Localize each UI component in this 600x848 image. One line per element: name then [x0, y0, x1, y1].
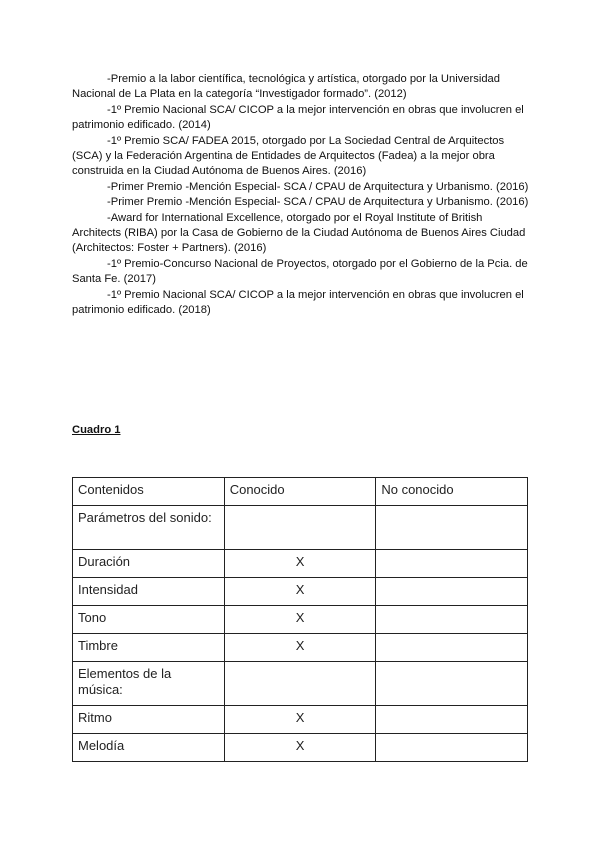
header-cell: No conocido: [376, 478, 528, 506]
table-cell: X: [224, 634, 376, 662]
table-cell: Ritmo: [73, 706, 225, 734]
table-row: [73, 734, 528, 762]
table-header-row: [73, 478, 528, 506]
award-item: -Premio a la labor científica, tecnológica y artística, otorgado por la Universidad Nacional de La Plata en la categoría “Investigador formado”. (2012): [72, 73, 500, 101]
table-cell: [376, 634, 528, 662]
table-cell: [376, 506, 528, 550]
table-cell: [224, 662, 376, 706]
table-cell: [376, 706, 528, 734]
table-row: [73, 634, 528, 662]
table-cell: Intensidad: [73, 578, 225, 606]
table-cell: Tono: [73, 606, 225, 634]
table-cell: X: [224, 734, 376, 762]
header-cell: Contenidos: [73, 478, 225, 506]
table-cell: [224, 506, 376, 550]
table-row: [73, 706, 528, 734]
table-cell: X: [224, 550, 376, 578]
table-cell: Timbre: [73, 634, 225, 662]
awards-list: [72, 72, 532, 319]
award-item: -Award for International Excellence, otorgado por el Royal Institute of British Architects (RIBA) por la Casa de Gobierno de la Ciudad Autónoma de Buenos Aires Ciudad (Architectos: Foster + Partners). (2016): [72, 211, 526, 255]
table-cell: X: [224, 606, 376, 634]
table-cell: Duración: [73, 550, 225, 578]
table-caption: Cuadro 1: [72, 424, 121, 436]
header-cell: Conocido: [224, 478, 376, 506]
award-item: -1º Premio Nacional SCA/ CICOP a la mejor intervención en obras que involucren el patrimonio edificado. (2018): [72, 288, 524, 317]
table-row: [73, 578, 528, 606]
award-item: -1º Premio Nacional SCA/ CICOP a la mejor intervención en obras que involucren el patrimonio edificado. (2014): [72, 103, 524, 132]
table-cell: [376, 578, 528, 606]
table-row: [73, 550, 528, 578]
table-cell: X: [224, 706, 376, 734]
table-cell: Melodía: [73, 734, 225, 762]
award-item: -Primer Premio -Mención Especial- SCA / CPAU de Arquitectura y Urbanismo. (2016): [107, 180, 529, 193]
award-item: -1º Premio SCA/ FADEA 2015, otorgado por La Sociedad Central de Arquitectos (SCA) y la Federación Argentina de Entidades de Arquitectos (Fadea) a la mejor obra construida en la Ciudad Autónoma de Buenos Aires. (2016): [72, 134, 505, 178]
award-item: -Primer Premio -Mención Especial- SCA / CPAU de Arquitectura y Urbanismo. (2016): [107, 196, 529, 209]
table-cell: [376, 550, 528, 578]
contents-table: [72, 477, 528, 762]
table-row: [73, 506, 528, 550]
table-row: [73, 606, 528, 634]
table-cell: [376, 606, 528, 634]
table-cell: [376, 662, 528, 706]
table-cell: X: [224, 578, 376, 606]
table-cell: Parámetros del sonido:: [73, 506, 225, 550]
table-cell: Elementos de la música:: [73, 662, 225, 706]
award-item: -1º Premio-Concurso Nacional de Proyectos, otorgado por el Gobierno de la Pcia. de Santa Fe. (2017): [72, 257, 528, 286]
table-cell: [376, 734, 528, 762]
table-row: [73, 662, 528, 706]
